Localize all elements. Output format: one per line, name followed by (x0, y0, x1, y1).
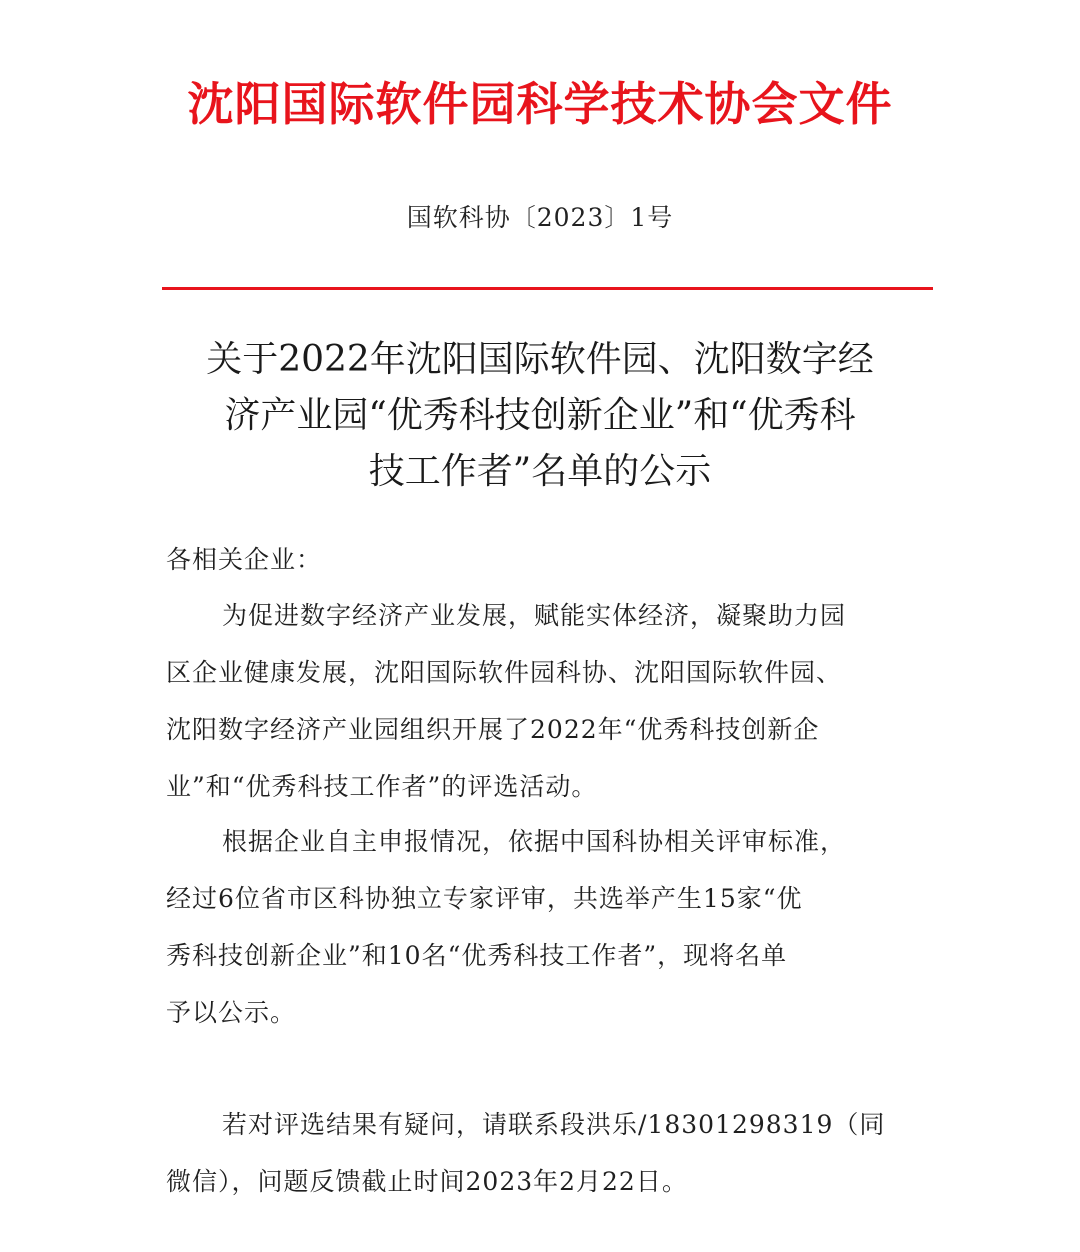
notice-title-line: 关于2022年沈阳国际软件园、沈阳数字经 (206, 339, 874, 380)
paragraph-line: 区企业健康发展，沈阳国际软件园科协、沈阳国际软件园、 (166, 658, 843, 687)
paragraph-line: 予以公示。 (166, 998, 297, 1027)
issuing-authority-title: 沈阳国际软件园科学技术协会文件 (187, 77, 893, 131)
paragraph-line: 沈阳数字经济产业园组织开展了2022年“优秀科技创新企 (166, 715, 820, 744)
paragraph-3 (166, 1096, 926, 1210)
paragraph-line: 业”和“优秀科技工作者”的评选活动。 (166, 772, 598, 801)
notice-title-line: 济产业园“优秀科技创新企业”和“优秀科 (224, 395, 856, 436)
document-number: 国软科协〔2023〕1号 (406, 203, 674, 232)
paragraph-line: 若对评选结果有疑问，请联系段洪乐/18301298319（同 (222, 1110, 886, 1139)
red-divider (162, 287, 933, 290)
notice-title-line: 技工作者”名单的公示 (368, 451, 712, 492)
paragraph-line: 根据企业自主申报情况，依据中国科协相关评审标准， (222, 827, 847, 856)
paragraph-line: 经过6位省市区科协独立专家评审，共选举产生15家“优 (166, 884, 803, 913)
salutation-text: 各相关企业： (166, 545, 323, 574)
paragraph-line: 微信），问题反馈截止时间2023年2月22日。 (166, 1167, 688, 1196)
paragraph-line: 为促进数字经济产业发展，赋能实体经济，凝聚助力园 (222, 601, 847, 630)
salutation (166, 531, 926, 588)
paragraph-1 (166, 587, 926, 815)
notice-title (160, 332, 920, 500)
paragraph-line: 秀科技创新企业”和10名“优秀科技工作者”，现将名单 (166, 941, 788, 970)
paragraph-2 (166, 813, 926, 1041)
